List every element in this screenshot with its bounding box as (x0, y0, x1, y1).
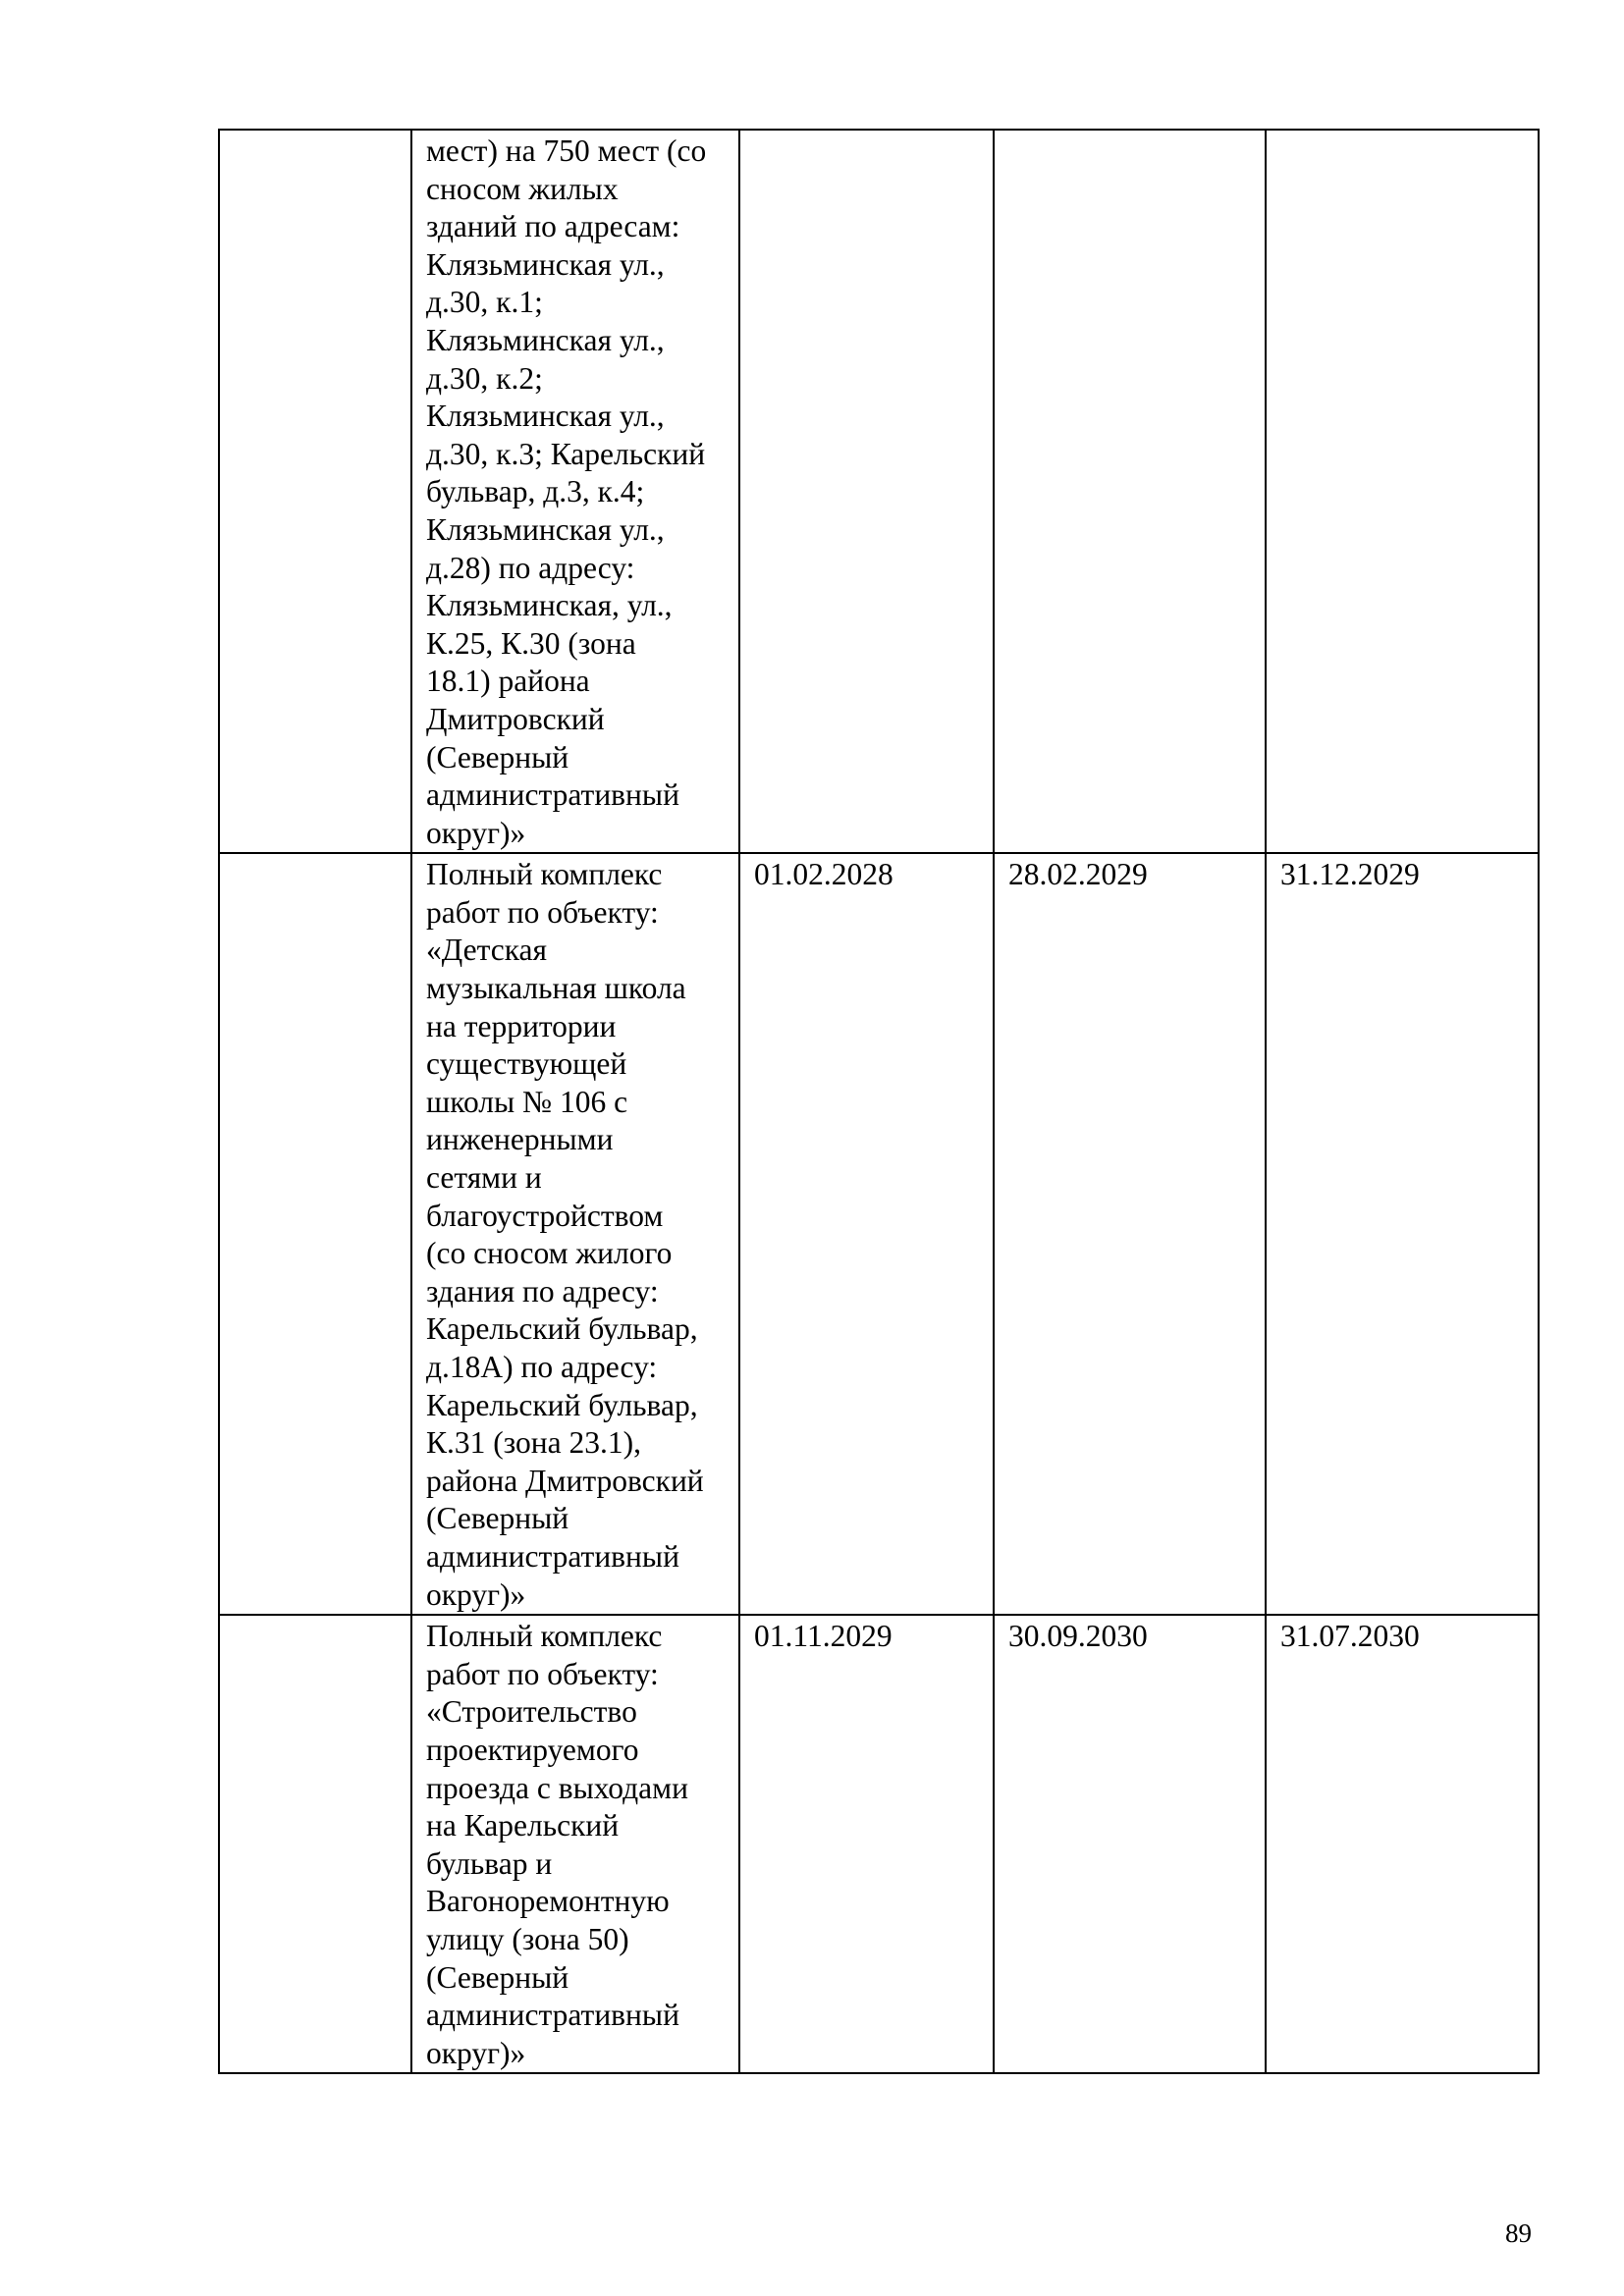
row-number-cell (219, 853, 411, 1615)
table-row (219, 1615, 1539, 2073)
end-date-cell: 28.02.2029 (994, 853, 1266, 1615)
object-description-cell: Полный комплекс работ по объекту: «Строительство проектируемого проезда с выходами на Карельский бульвар и Вагоноремонтную улицу (зона 50) (Северный административный округ)» (411, 1615, 739, 2073)
end-date-cell: 30.09.2030 (994, 1615, 1266, 2073)
commission-date-cell: 31.12.2029 (1266, 853, 1539, 1615)
start-date-cell: 01.11.2029 (739, 1615, 994, 2073)
object-description-cell: мест) на 750 мест (со сносом жилых зданий по адресам: Клязьминская ул., д.30, к.1; Клязьминская ул., д.30, к.2; Клязьминская ул., д.30, к.3; Карельский бульвар, д.3, к.4; Клязьминская ул., д.28) по адресу: Клязьминская, ул., К.25, К.30 (зона 18.1) района Дмитровский (Северный административный округ)» (411, 130, 739, 853)
table-row (219, 130, 1539, 853)
row-number-cell (219, 1615, 411, 2073)
schedule-table (218, 129, 1540, 2074)
object-description-cell: Полный комплекс работ по объекту: «Детская музыкальная школа на территории существующей школы № 106 с инженерными сетями и благоустройством (со сносом жилого здания по адресу: Карельский бульвар, д.18А) по адресу: Карельский бульвар, К.31 (зона 23.1), района Дмитровский (Северный административный округ)» (411, 853, 739, 1615)
start-date-cell: 01.02.2028 (739, 853, 994, 1615)
page-number: 89 (1505, 2218, 1532, 2248)
commission-date-cell (1266, 130, 1539, 853)
start-date-cell (739, 130, 994, 853)
table-row (219, 853, 1539, 1615)
end-date-cell (994, 130, 1266, 853)
commission-date-cell: 31.07.2030 (1266, 1615, 1539, 2073)
row-number-cell (219, 130, 411, 853)
